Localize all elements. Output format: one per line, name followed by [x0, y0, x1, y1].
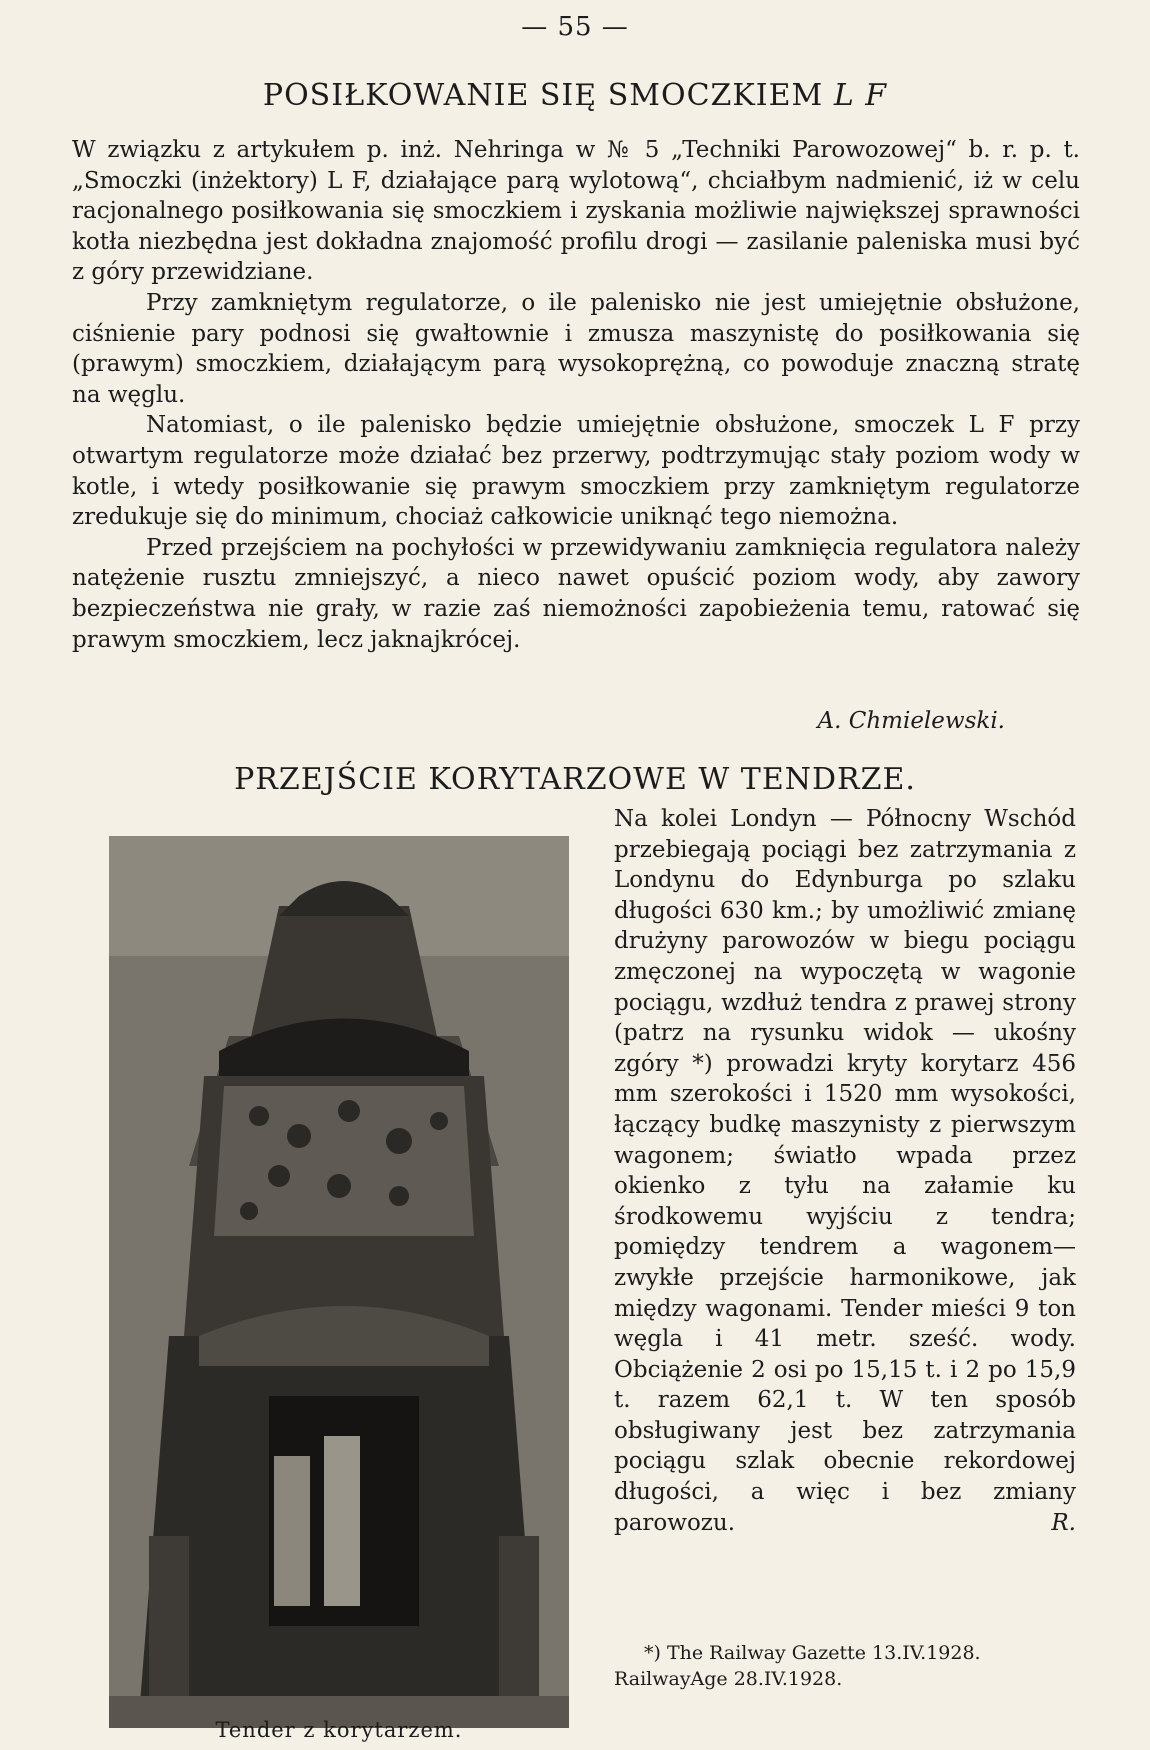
article1-paragraph: Natomiast, o ile palenisko będzie umiejętnie obsłużone, smoczek L F przy otwartym regulatorze może działać bez przerwy, podtrzymując stały poziom wody w kotle, i wtedy posiłkowanie się prawym smoczkiem przy zamkniętym regulatorze zredukuje się do minimum, chociaż całkowicie uniknąć tego niemożna.: [72, 412, 1080, 531]
footnote-line: RailwayAge 28.IV.1928.: [614, 1668, 843, 1690]
article1-paragraph: Przed przejściem na pochyłości w przewidywaniu zamknięcia regulatora należy natężenie rusztu zmniejszyć, a nieco nawet opuścić poziom wody, aby zawory bezpieczeństwa nie grały, w razie zaś niemożności zapobieżenia temu, ratować się prawym smoczkiem, lecz jaknajkrócej.: [72, 534, 1080, 653]
article1-signature: A. Chmielewski.: [817, 708, 1005, 734]
article1-body: [72, 135, 1080, 655]
article1-title: [0, 78, 1150, 113]
tender-illustration: [109, 836, 569, 1728]
footnote: [614, 1640, 1076, 1692]
article1-paragraph: W związku z artykułem p. inż. Nehringa w № 5 „Techniki Parowozowej“ b. r. p. t. „Smoczki (inżektory) L F, działające parą wylotową“, chciałbym nadmienić, iż w celu racjonalnego posiłkowania się smoczkiem i zyskania możliwie największej sprawności kotła niezbędna jest dokładna znajomość profilu drogi — zasilanie paleniska musi być z góry przewidziane.: [72, 137, 1080, 286]
article2-paragraph: [614, 804, 1076, 1538]
footnote-line: *) The Railway Gazette 13.IV.1928.: [644, 1642, 981, 1664]
page-number: — 55 —: [521, 12, 629, 42]
photo-caption: Tender z korytarzem.: [215, 1718, 463, 1742]
article1-title-suffix: L F: [833, 78, 888, 113]
article1-paragraph: Przy zamkniętym regulatorze, o ile palenisko nie jest umiejętnie obsłużone, ciśnienie pary podnosi się gwałtownie i zmusza maszynistę do posiłkowania się (prawym) smoczkiem, działającym parą wysokoprężną, co powoduje znaczną stratę na węglu.: [72, 289, 1080, 408]
article1-title-text: POSIŁKOWANIE SIĘ SMOCZKIEM: [262, 78, 824, 113]
article2-body: [614, 804, 1076, 1538]
article2-text: Na kolei Londyn — Północny Wschód przebiegają pociągi bez zatrzymania z Londynu do Edynburga po szlaku długości 630 km.; by umożliwić zmianę drużyny parowozów w biegu pociągu zmęczonej na wypoczętą w wagonie pociągu, wzdłuż tendra z prawej strony (patrz na rysunku widok — ukośny zgóry *) prowadzi kryty korytarz 456 mm szerokości i 1520 mm wysokości, łączący budkę maszynisty z pierwszym wagonem; światło wpada przez okienko z tyłu na załamie ku środkowemu wyjściu z tendra; pomiędzy tendrem a wagonem— zwykłe przejście harmonikowe, jak między wagonami. Tender mieści 9 ton węgla i 41 metr. sześć. wody. Obciążenie 2 osi po 15,15 t. i 2 po 15,9 t. razem 62,1 t. W ten sposób obsługiwany jest bez zatrzymania pociągu szlak obecnie rekordowej długości, a więc i bez zmiany parowozu.: [614, 806, 1076, 1536]
article2-title: PRZEJŚCIE KORYTARZOWE W TENDRZE.: [234, 762, 916, 797]
article2-signature: R.: [1051, 1509, 1076, 1536]
tender-photo: [109, 836, 569, 1728]
